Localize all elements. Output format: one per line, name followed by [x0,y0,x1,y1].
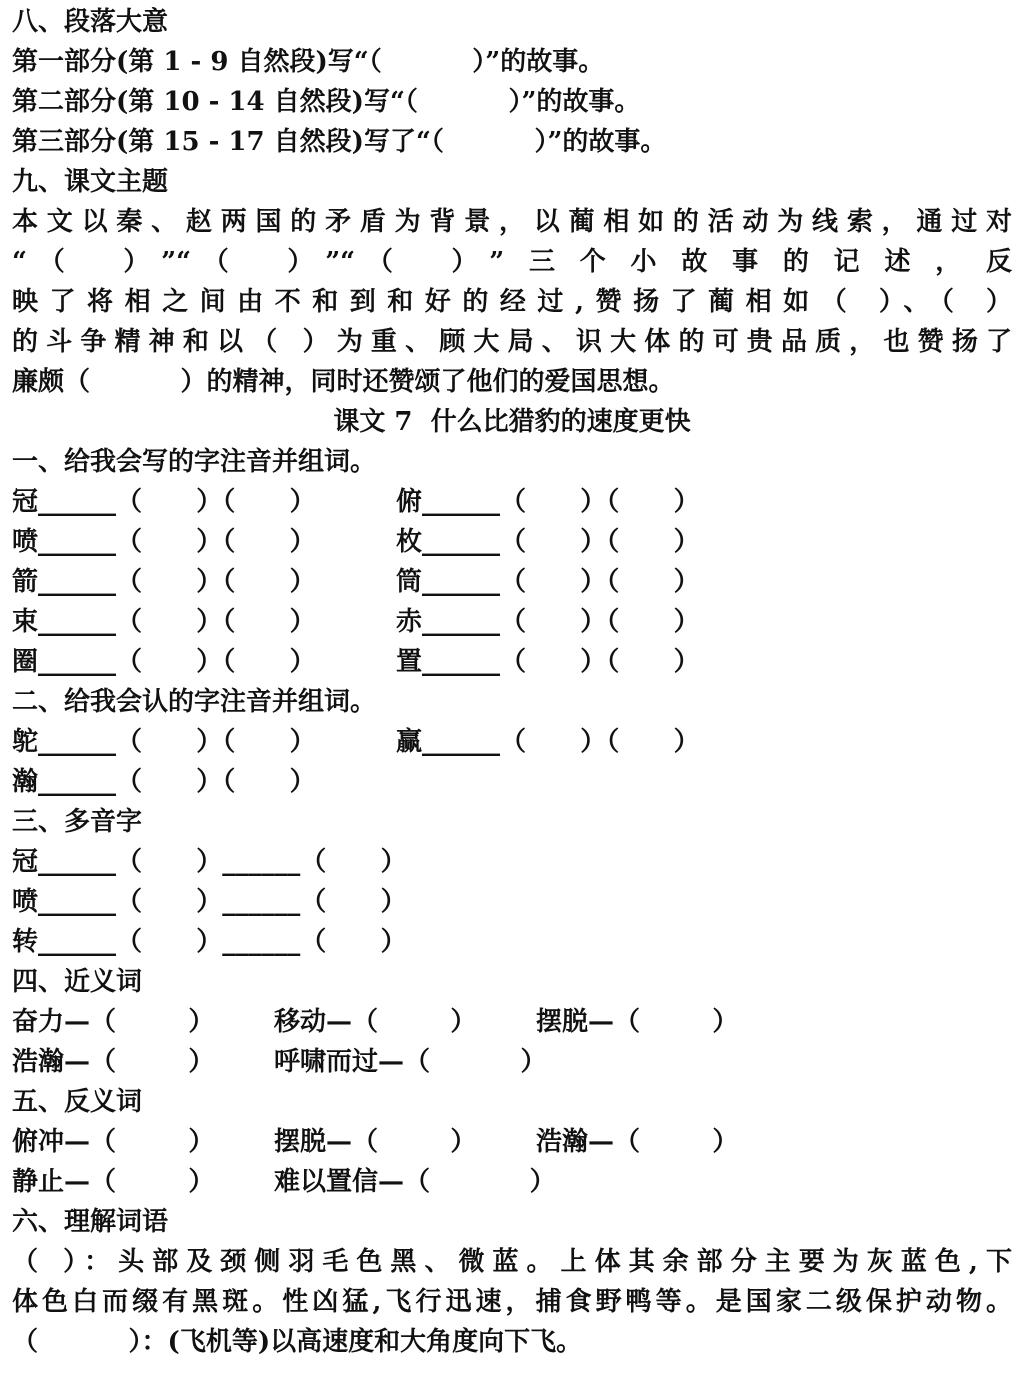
part5-cell: 摆脱—（ ） [274,1127,477,1157]
part4-row [12,1042,1012,1082]
part5-cell: 浩瀚—（ ） [536,1127,739,1157]
part1-row-right: 枚______（ ）（ ） [396,527,700,557]
section8-heading: 八、段落大意 [12,7,169,37]
part3-heading: 三、多音字 [12,807,143,837]
part1-row-left: 箭______（ ）（ ） [12,567,316,597]
part2-row [12,762,1012,802]
part1-row [12,482,1012,522]
part4-cell: 奋力—（ ） [12,1007,215,1037]
lesson-title: 课文 7 什么比猎豹的速度更快 [333,407,691,437]
part5-cell: 俯冲—（ ） [12,1127,215,1157]
part2-row-left: 瀚______（ ）（ ） [12,767,316,797]
part4-heading: 四、近义词 [12,967,143,997]
section9-line-5: 廉颇（ ）的精神，同时还赞颂了他们的爱国思想。 [12,367,675,397]
section9-line-4: 的斗争精神和以（ ）为重、顾大局、识大体的可贵品质，也赞扬了 [12,327,1012,357]
part4-cell: 呼啸而过—（ ） [274,1047,547,1077]
part1-row-left: 喷______（ ）（ ） [12,527,316,557]
part1-row [12,642,1012,682]
part5-cell: 难以置信—（ ） [274,1167,556,1197]
part4-row [12,1002,1012,1042]
part2-row-left: 鸵______（ ）（ ） [12,727,316,757]
section9-line-1: 本文以秦、赵两国的矛盾为背景，以蔺相如的活动为线索，通过对 [12,207,1012,237]
part3-line: 冠______（ ）______（ ） [12,847,407,877]
part2-row-right: 赢______（ ）（ ） [396,727,700,757]
part1-row-right: 筒______（ ）（ ） [396,567,700,597]
worksheet-page [12,2,1012,1362]
part4-cell: 摆脱—（ ） [536,1007,739,1037]
section8-line-2: 第二部分(第 10 - 14 自然段)写“（ ）”的故事。 [12,87,641,117]
part6-heading: 六、理解词语 [12,1207,169,1237]
part1-row-left: 束______（ ）（ ） [12,607,316,637]
section9-line-3: 映了将相之间由不和到和好的经过,赞扬了蔺相如（ ）、（ ） [12,287,1012,317]
part1-row-right: 置______（ ）（ ） [396,647,700,677]
part4-cell: 移动—（ ） [274,1007,477,1037]
part6-line-3: （ ）：(飞机等)以高速度和大角度向下飞。 [12,1327,583,1357]
part5-row [12,1162,1012,1202]
part3-line: 转______（ ）______（ ） [12,927,407,957]
section9-line-2: “（ ）”“（ ）”“（ ）”三个小故事的记述，反 [12,247,1012,277]
part1-row [12,522,1012,562]
section8-line-1: 第一部分(第 1 - 9 自然段)写“（ ）”的故事。 [12,47,605,77]
part4-cell: 浩瀚—（ ） [12,1047,215,1077]
part1-row-left: 圈______（ ）（ ） [12,647,316,677]
part1-row [12,602,1012,642]
part1-row-left: 冠______（ ）（ ） [12,487,316,517]
part5-cell: 静止—（ ） [12,1167,215,1197]
part6-line-2: 体色白而缀有黑斑。性凶猛,飞行迅速，捕食野鸭等。是国家二级保护动物。 [12,1287,1012,1317]
part2-heading: 二、给我会认的字注音并组词。 [12,687,377,717]
section8-line-3: 第三部分(第 15 - 17 自然段)写了“（ ）”的故事。 [12,127,667,157]
part1-heading: 一、给我会写的字注音并组词。 [12,447,377,477]
part1-row [12,562,1012,602]
part1-row-right: 赤______（ ）（ ） [396,607,700,637]
part3-line: 喷______（ ）______（ ） [12,887,407,917]
part5-row [12,1122,1012,1162]
part5-heading: 五、反义词 [12,1087,143,1117]
section9-heading: 九、课文主题 [12,167,169,197]
part6-line-1: （ ）：头部及颈侧羽毛色黑、微蓝。上体其余部分主要为灰蓝色,下 [12,1247,1012,1277]
part2-row [12,722,1012,762]
part1-row-right: 俯______（ ）（ ） [396,487,700,517]
